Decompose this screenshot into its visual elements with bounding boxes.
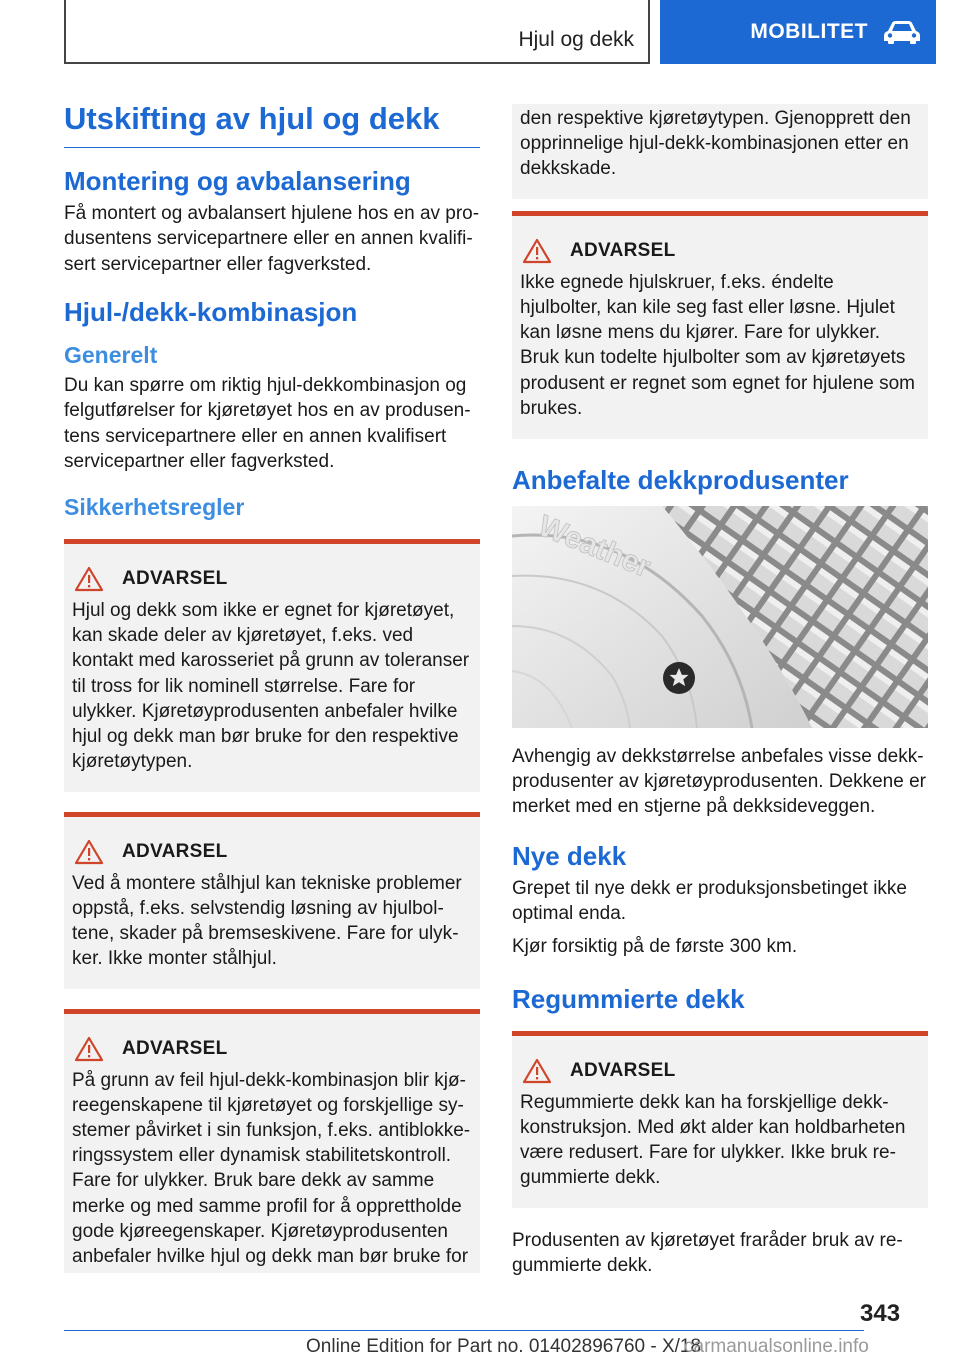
heading-anbefalte: Anbefalte dekkprodusenter <box>512 464 849 495</box>
paragraph-nye-dekk-2: Kjør forsiktig på de første 300 km. <box>512 936 798 958</box>
warning-text: den respektive kjøretøytypen. Gjenopprett den opprinnelige hjul-dekk-kombinasjonen etter en dekkskade. <box>520 108 911 180</box>
warning-triangle-icon <box>522 238 552 264</box>
warning-text: Ikke egnede hjulskruer, f.eks. éndelte hjulbolter, kan kile seg fast eller løsne. Hjulet kan løsne mens du kjører. Fare for ulykker. Bruk kun todelte hjulbolter som av kjøretøyets produsent er regnet som egnet for hjulene som brukes. <box>520 272 916 419</box>
warning-header <box>520 238 920 264</box>
page-number: 343 <box>860 1300 901 1327</box>
warning-box <box>64 812 480 989</box>
right-column <box>512 104 928 1298</box>
warning-text: På grunn av feil hjul-dekk-kombinasjon blir kjøreegenskapene til kjøretøyet og forskjellige systemer påvirket i sin funksjon, f.eks. antiblokkeringssystem eller dynamisk stabilitetskontroll. Fare for ulykker. Bruk bare dekk av samme merke og med samme profil for å opprettholde gode kjøreegenskaper. Kjøretøyprodusenten anbefaler hvilke hjul og dekk man bør bruke for <box>72 1070 471 1267</box>
heading-montering: Montering og avbalansering <box>64 166 411 197</box>
heading-kombinasjon: Hjul-/dekk-kombinasjon <box>64 296 358 327</box>
warning-label: ADVARSEL <box>122 568 228 590</box>
warning-box-continued <box>512 104 928 199</box>
paragraph-anbefalte: Avhengig av dekkstørrelse anbefales visse dekkprodusenter av kjøretøyprodusenten. Dekkene er merket med en stjerne på dekksideveggen. <box>512 745 926 818</box>
heading-sikkerhetsregler: Sikkerhetsregler <box>64 493 245 520</box>
warning-header <box>520 1058 920 1084</box>
warning-box <box>512 1031 928 1208</box>
heading-generelt: Generelt <box>64 341 158 368</box>
warning-text: Regummierte dekk kan ha forskjellige dekkkonstruksjon. Med økt alder kan holdbarheten være redusert. Fare for ulykker. Ikke bruk regummierte dekk. <box>520 1091 906 1188</box>
header-chapter-title: Hjul og dekk <box>518 28 634 51</box>
warning-text: Ved å montere stålhjul kan tekniske problemer oppstå, f.eks. selvstendig løsning av hjulboltene, skader på bremseskivene. Fare for ulykker. Ikke monter stålhjul. <box>72 872 462 970</box>
tire-star-marking-figure <box>512 506 928 728</box>
warning-header <box>72 839 472 865</box>
warning-header <box>72 1036 472 1062</box>
heading-regummierte: Regummierte dekk <box>512 983 745 1014</box>
warning-header <box>72 566 472 592</box>
warning-box <box>64 1009 480 1273</box>
warning-label: ADVARSEL <box>122 840 228 862</box>
footer-watermark: carmanualsonline.info <box>684 1336 869 1357</box>
page-title: Utskifting av hjul og dekk <box>64 100 480 148</box>
header-title-box <box>64 0 650 64</box>
warning-triangle-icon <box>74 566 104 592</box>
header-section-label: MOBILITET <box>750 20 868 43</box>
warning-label: ADVARSEL <box>122 1038 228 1060</box>
warning-label: ADVARSEL <box>570 240 676 262</box>
left-column <box>64 100 480 1273</box>
warning-triangle-icon <box>74 1036 104 1062</box>
paragraph-nye-dekk-1: Grepet til nye dekk er produksjonsbetinget ikke optimal enda. <box>512 878 907 925</box>
footer-divider <box>64 1330 864 1331</box>
header-section-tab <box>660 0 936 64</box>
warning-triangle-icon <box>74 839 104 865</box>
footer-edition: Online Edition for Part no. 01402896760 - X/18 <box>306 1336 702 1357</box>
warning-text: Hjul og dekk som ikke er egnet for kjøretøyet, kan skade deler av kjøretøyet, f.eks. ved kontakt med karosseriet på grunn av toleranser til tross for lik nominell størrelse. Fare for ulykker. Kjøretøyprodusenten anbefaler hvilke hjul og dekk man bør bruke for den respektive kjøretøytypen. <box>72 600 470 772</box>
car-icon <box>882 19 922 45</box>
tire-brand-text: Weather <box>533 509 656 585</box>
heading-nye-dekk: Nye dekk <box>512 841 627 872</box>
warning-box <box>512 211 928 438</box>
warning-label: ADVARSEL <box>570 1059 676 1081</box>
paragraph-montering: Få montert og avbalansert hjulene hos en av produsentens servicepartnere eller en annen kvalifisert servicepartner eller fagverksted. <box>64 203 480 275</box>
warning-box <box>64 539 480 792</box>
paragraph-generelt: Du kan spørre om riktig hjul-dekkombinasjon og felgutførelser for kjøretøyet hos en av produsentens servicepartnere eller en annen kvalifisert servicepartner eller fagverksted. <box>64 375 471 472</box>
warning-triangle-icon <box>522 1058 552 1084</box>
paragraph-produsenten: Produsenten av kjøretøyet fraråder bruk av regummierte dekk. <box>512 1230 903 1277</box>
star-marking-icon <box>663 662 695 694</box>
